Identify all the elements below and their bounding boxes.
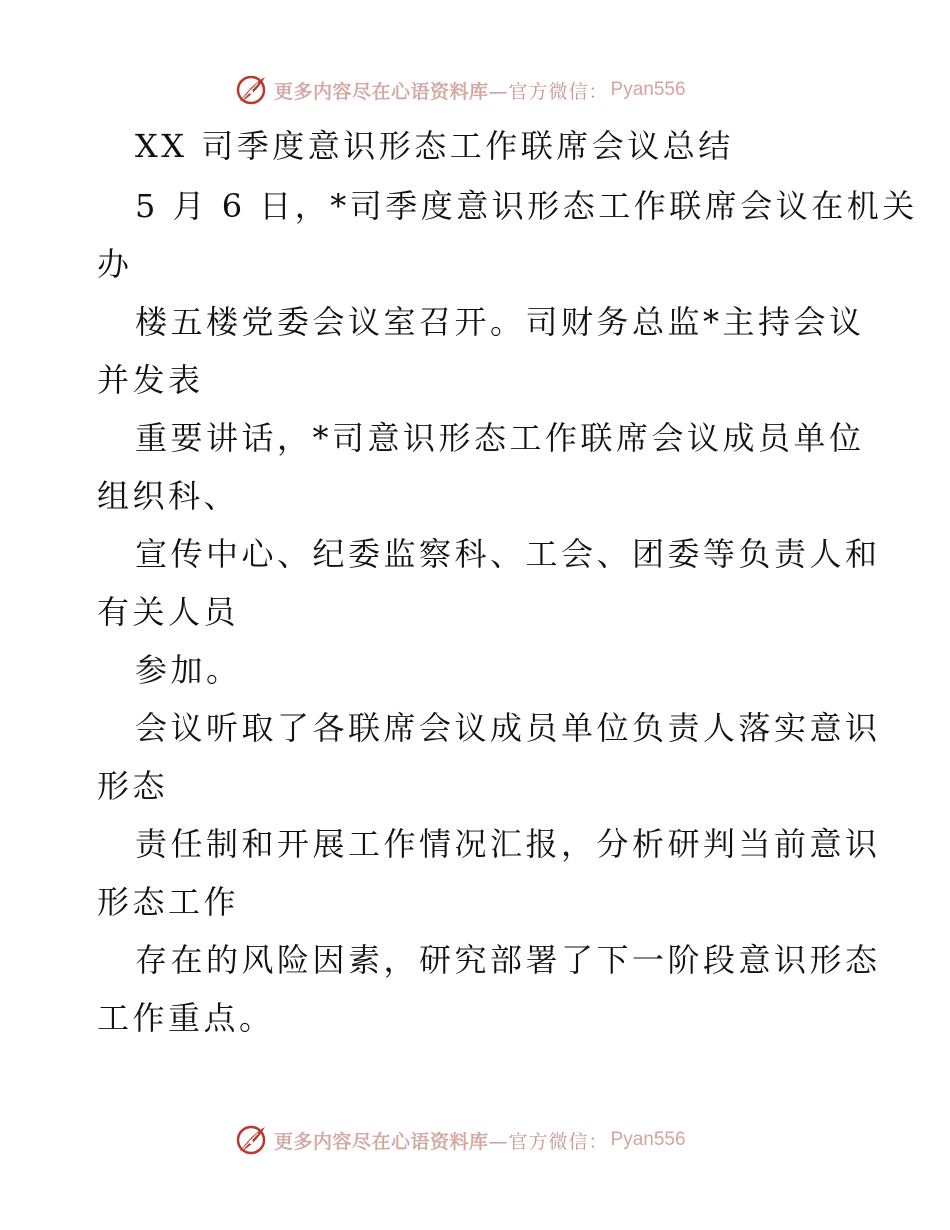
body-line: 重要讲话，*司意识形态工作联席会议成员单位 <box>135 419 865 457</box>
body-line: 存在的风险因素，研究部署了下一阶段意识形态 <box>135 941 881 979</box>
watermark-lead-text: 更多内容尽在心语资料库 <box>274 1130 489 1153</box>
watermark-lead-text: 更多内容尽在心语资料库 <box>274 80 489 103</box>
body-line: 责任制和开展工作情况汇报，分析研判当前意识 <box>135 825 881 863</box>
watermark-wechat-id: Pyan556 <box>610 1129 686 1150</box>
body-line: 楼五楼党委会议室召开。司财务总监*主持会议 <box>135 303 865 341</box>
body-line: 并发表 <box>97 361 204 399</box>
body-line: 形态工作 <box>97 883 240 921</box>
document-title: XX 司季度意识形态工作联席会议总结 <box>135 127 734 165</box>
body-line: 有关人员 <box>97 593 240 631</box>
watermark-separator-text: —官方微信： <box>488 80 609 103</box>
quill-logo-icon <box>234 1123 268 1157</box>
body-line: 会议听取了各联席会议成员单位负责人落实意识 <box>135 709 881 747</box>
body-line: 5 月 6 日，*司季度意识形态工作联席会议在机关 <box>135 187 918 225</box>
body-line: 宣传中心、纪委监察科、工会、团委等负责人和 <box>135 535 881 573</box>
body-line: 组织科、 <box>97 477 240 515</box>
watermark-wechat-id: Pyan556 <box>610 79 686 100</box>
body-line: 工作重点。 <box>97 999 275 1037</box>
watermark-banner-bottom <box>234 1122 686 1158</box>
body-line: 参加。 <box>135 651 242 689</box>
watermark-separator-text: —官方微信： <box>488 1130 609 1153</box>
body-line: 办 <box>97 245 133 283</box>
body-line: 形态 <box>97 767 169 805</box>
